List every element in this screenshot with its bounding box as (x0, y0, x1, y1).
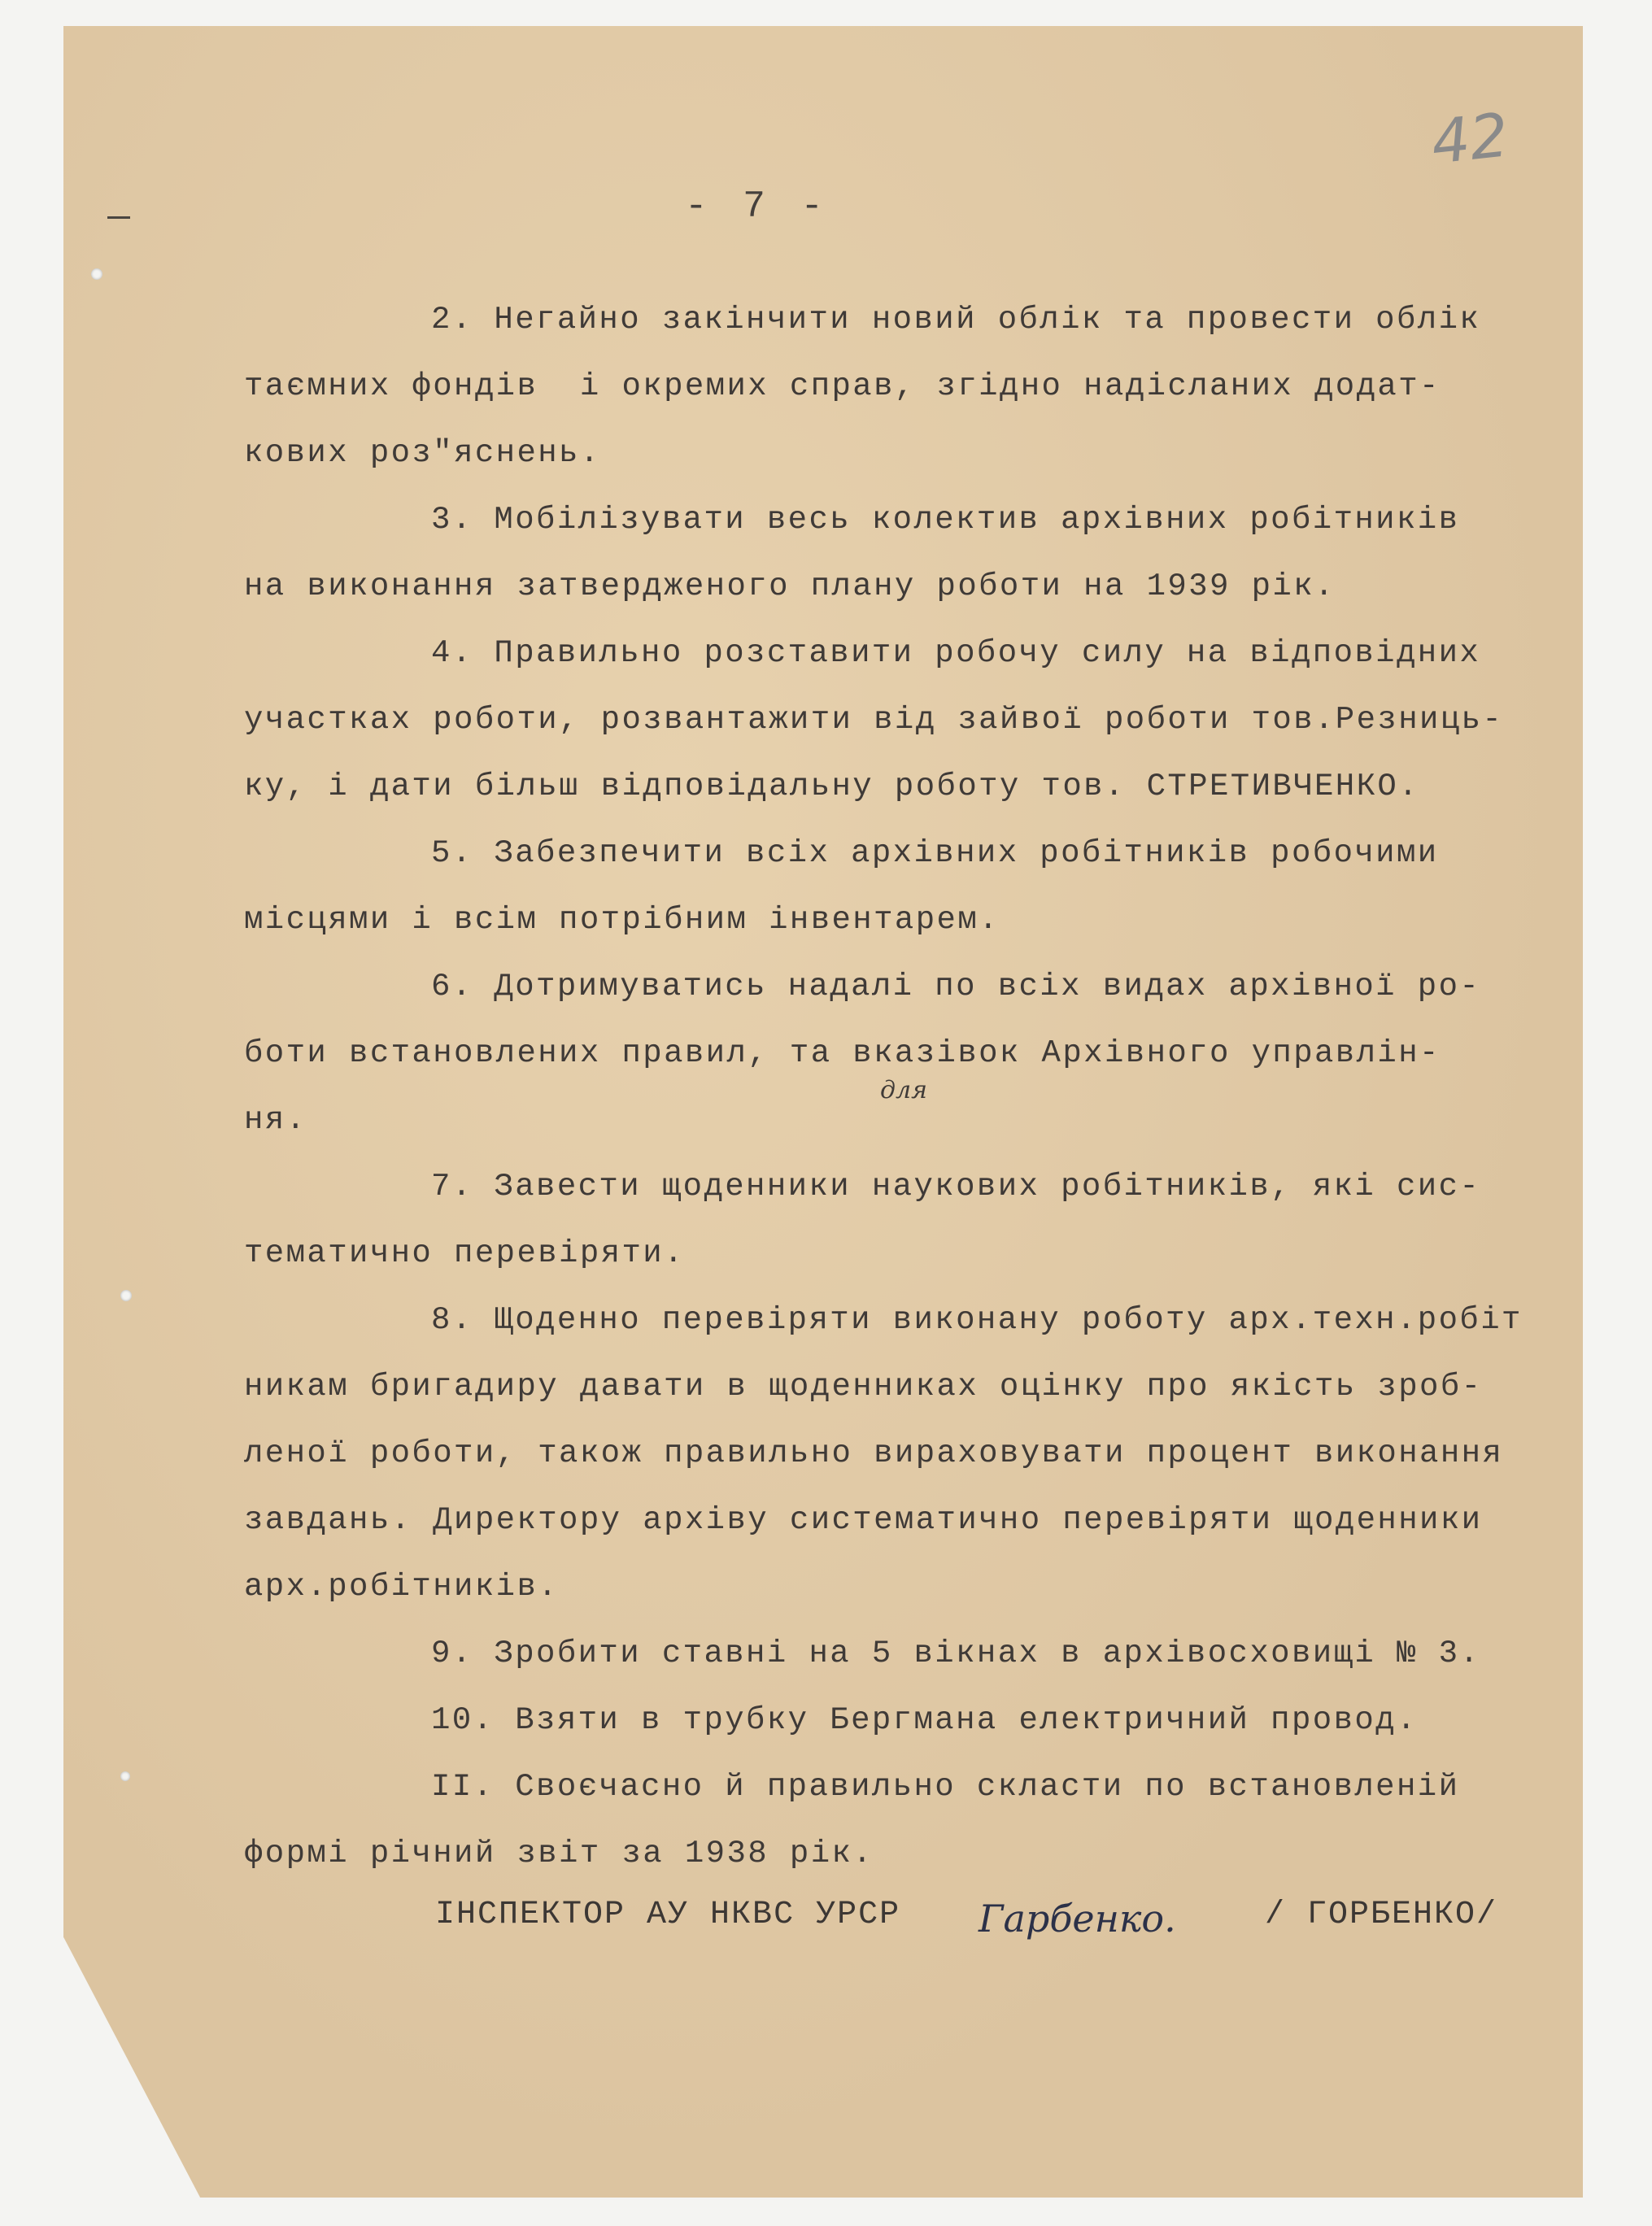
text-line: 2. Негайно закінчити новий облік та провести облік (431, 302, 1481, 338)
text-line: никам бригадиру давати в щоденниках оцінку про якість зроб- (244, 1369, 1483, 1405)
text-line: 4. Правильно розставити робочу силу на відповідних (431, 635, 1481, 671)
text-line: 10. Взяти в трубку Бергмана електричний провод. (431, 1702, 1418, 1738)
page-number: - 7 - (685, 185, 830, 228)
edge-mark (107, 216, 130, 219)
archive-page-number: 42 (1428, 100, 1512, 178)
text-line: завдань. Директору архіву систематично перевіряти щоденники (244, 1502, 1483, 1538)
text-line: кових роз"яснень. (244, 435, 601, 471)
punch-hole-3 (120, 1771, 130, 1781)
text-line: на виконання затвердженого плану роботи на 1939 рік. (244, 568, 1336, 604)
text-line: леної роботи, також правильно вираховувати процент виконання (244, 1435, 1504, 1471)
handwritten-signature: Гарбенко. (979, 1897, 1176, 1941)
text-line: таємних фондів і окремих справ, згідно надісланих додат- (244, 368, 1441, 404)
signatory-name: / ГОРБЕНКО/ (1265, 1897, 1498, 1933)
text-line: 3. Мобілізувати весь колектив архівних робітників (431, 502, 1460, 538)
signatory-title: ІНСПЕКТОР АУ НКВС УРСР (435, 1897, 901, 1933)
text-line: тематично перевіряти. (244, 1235, 685, 1271)
text-line: участках роботи, розвантажити від зайвої роботи тов.Резниць- (244, 702, 1504, 738)
punch-hole-2 (120, 1290, 132, 1301)
text-line: ку, і дати більш відповідальну роботу тов. СТРЕТИВЧЕНКО. (244, 769, 1420, 804)
text-line: місцями і всім потрібним інвентарем. (244, 902, 1000, 938)
text-line: 9. Зробити ставні на 5 вікнах в архівосховищі № 3. (431, 1636, 1481, 1671)
text-line: арх.робітників. (244, 1569, 560, 1605)
text-line: ня. (244, 1102, 307, 1138)
text-line: 5. Забезпечити всіх архівних робітників робочими (431, 835, 1439, 871)
text-line: II. Своєчасно й правильно скласти по встановленій (431, 1769, 1460, 1805)
text-line: формі річний звіт за 1938 рік. (244, 1836, 874, 1871)
punch-hole-1 (91, 268, 102, 280)
text-line: боти встановлених правил, та вказівок Архівного управлін- (244, 1035, 1441, 1071)
document-body (244, 286, 1562, 1887)
text-line: 6. Дотримуватись надалі по всіх видах архівної ро- (431, 969, 1481, 1004)
text-line: 8. Щоденно перевіряти виконану роботу арх.техн.робіт (431, 1302, 1523, 1338)
handwritten-insert: для (880, 1076, 927, 1104)
text-line: 7. Завести щоденники наукових робітників, які сис- (431, 1169, 1481, 1204)
